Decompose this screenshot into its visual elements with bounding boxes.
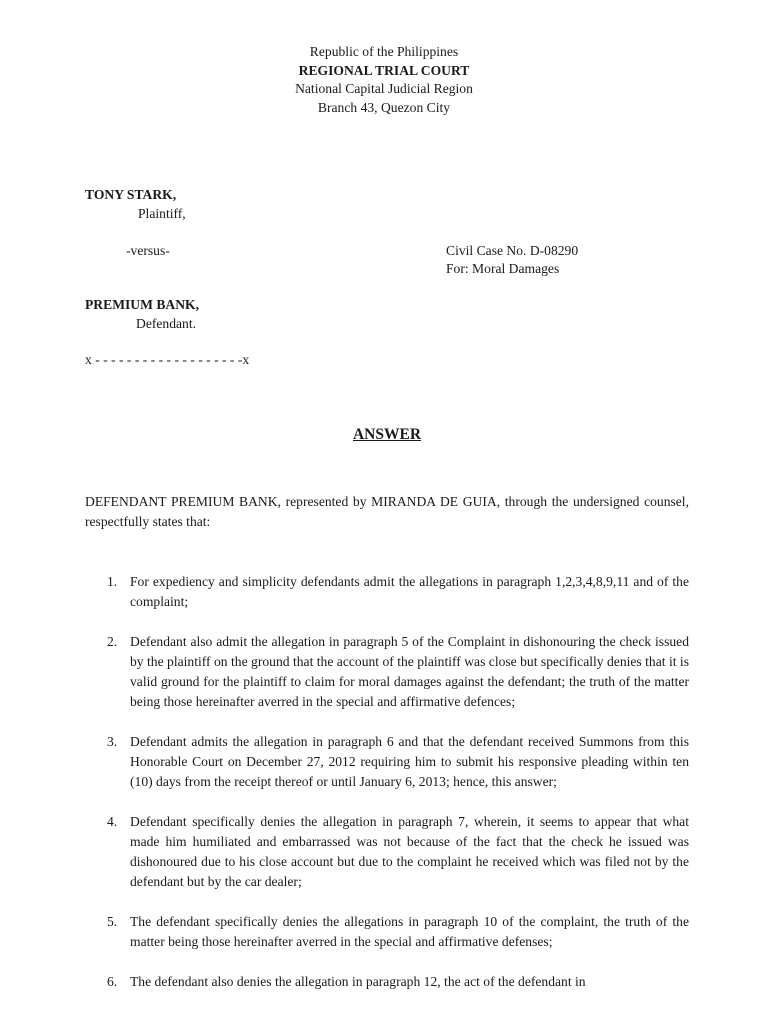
list-item-text: The defendant also denies the allegation in paragraph 12, the act of the defendant in xyxy=(130,974,586,989)
list-item-number: 4. xyxy=(107,814,118,829)
list-item-number: 2. xyxy=(107,634,118,649)
list-item xyxy=(85,972,689,992)
list-item-number: 5. xyxy=(107,914,118,929)
list-item-number: 6. xyxy=(107,974,118,989)
header-branch: Branch 43, Quezon City xyxy=(317,100,451,115)
list-item xyxy=(85,572,689,612)
list-item xyxy=(85,812,689,892)
defendant-role: Defendant. xyxy=(136,316,197,331)
list-item-text: The defendant specifically denies the allegations in paragraph 10 of the complaint, the truth of the matter being those hereinafter averred in the special and affirmative defenses; xyxy=(130,914,689,949)
numbered-paragraphs xyxy=(85,572,689,1012)
case-number: Civil Case No. D-08290 xyxy=(446,243,579,258)
list-item xyxy=(85,732,689,792)
document-title: ANSWER xyxy=(352,426,422,443)
intro-paragraph: DEFENDANT PREMIUM BANK, represented by MIRANDA DE GUIA, through the undersigned counsel, respectfully states that: xyxy=(85,494,689,529)
list-item-text: Defendant also admit the allegation in paragraph 5 of the Complaint in dishonouring the check issued by the plaintiff on the ground that the account of the plaintiff was close but specifically denies that it is valid ground for the plaintiff to claim for moral damages against the defendant; the truth of the matter being those hereinafter averred in the special and affirmative defences; xyxy=(130,634,689,709)
header-court: REGIONAL TRIAL COURT xyxy=(298,63,470,78)
defendant-name: PREMIUM BANK, xyxy=(85,297,200,312)
list-item-number: 3. xyxy=(107,734,118,749)
list-item xyxy=(85,632,689,712)
list-item-text: Defendant admits the allegation in paragraph 6 and that the defendant received Summons from this Honorable Court on December 27, 2012 requiring him to submit his responsive pleading within ten (10) days from the receipt thereof or until January 6, 2013; hence, this answer; xyxy=(130,734,689,789)
list-item-text: Defendant specifically denies the allegation in paragraph 7, wherein, it seems to appear that what made him humiliated and embarrassed was not because of the fact that the check he issued was dishonoured due to his close account but due to the complaint he received which was filed not by the defendant but by the car dealer; xyxy=(130,814,689,889)
versus-label: -versus- xyxy=(126,243,170,258)
list-item-text: For expediency and simplicity defendants admit the allegations in paragraph 1,2,3,4,8,9,11 and of the complaint; xyxy=(130,574,689,609)
list-item xyxy=(85,912,689,952)
list-item-number: 1. xyxy=(107,574,118,589)
plaintiff-name: TONY STARK, xyxy=(85,187,177,202)
case-nature: For: Moral Damages xyxy=(446,261,560,276)
plaintiff-role: Plaintiff, xyxy=(138,206,186,221)
caption-separator: x - - - - - - - - - - - - - - - - - - -x xyxy=(85,352,250,367)
header-region: National Capital Judicial Region xyxy=(295,81,473,96)
header-country: Republic of the Philippines xyxy=(309,44,459,59)
